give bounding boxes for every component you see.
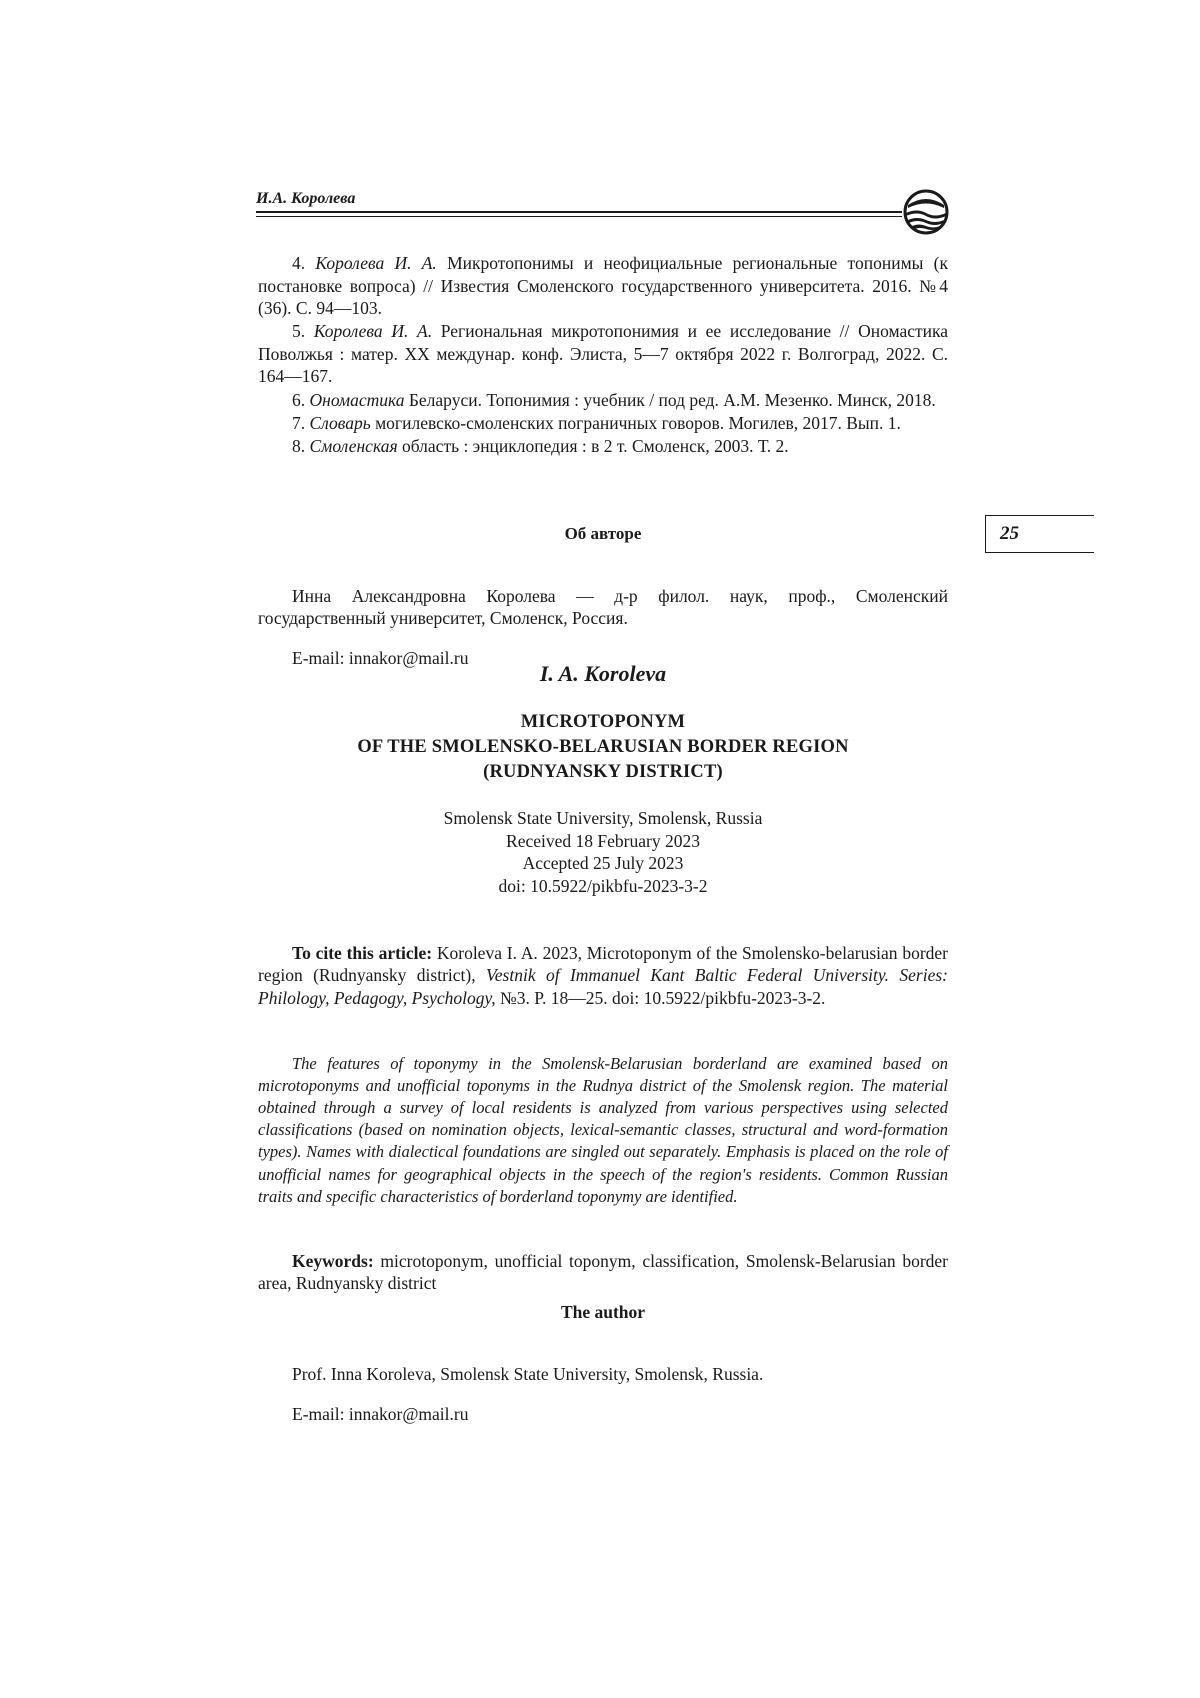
received-date: Received 18 February 2023 [506, 830, 700, 851]
doi: doi: 10.5922/pikbfu-2023-3-2 [498, 875, 708, 896]
keywords-text: microtoponym, unofficial toponym, classification, Smolensk-Belarusian border area, Rudnyansky district [258, 1250, 948, 1294]
cite-pages: №3. P. 18—25. doi: 10.5922/pikbfu-2023-3-2. [500, 987, 826, 1008]
accepted-date: Accepted 25 July 2023 [522, 853, 684, 873]
the-author-text: Prof. Inna Koroleva, Smolensk State University, Smolensk, Russia. [292, 1363, 764, 1384]
header-rule-thick [256, 211, 902, 213]
abstract-text: The features of toponymy in the Smolensk-Belarusian borderland are examined based on microtoponyms and unofficial toponyms in the Rudnya district of the Smolensk region. The material obtained through a survey of local residents is analyzed from various perspectives using selected classifications (based on nomination objects, lexical-semantic classes, structural and word-formation types). Names with dialectical foundations are singled out separately. Emphasis is placed on the role of unofficial names for geographical objects in the speech of the region's residents. Common Russian traits and specific characteristics of borderland toponymy are identified. [258, 1053, 948, 1206]
page-number-box [985, 515, 1094, 553]
header-rule-thin [256, 216, 902, 217]
about-author-text: Инна Александровна Королева — д-р филол. наук, проф., Смоленский государственный университет, Смоленск, Россия. [258, 585, 948, 629]
reference-item: 5. Королева И. А. Региональная микротопонимия и ее исследование // Ономастика Поволжья : матер. XX междунар. конф. Элиста, 5—7 октября 2022 г. Волгоград, 2022. С. 164—167. [258, 321, 948, 387]
abstract [258, 1036, 948, 1224]
citation-block [258, 924, 948, 1027]
reference-item: 8. Смоленская область : энциклопедия : в 2 т. Смоленск, 2003. Т. 2. [292, 435, 789, 456]
page-number: 25 [1000, 523, 1019, 544]
title-line: (RUDNYANSKY DISTRICT) [483, 762, 723, 782]
reference-item: 6. Ономастика Беларуси. Топонимия : учебник / под ред. А.М. Мезенко. Минск, 2018. [292, 389, 936, 410]
title-line: OF THE SMOLENSKO-BELARUSIAN BORDER REGION [357, 737, 849, 757]
cite-text: Koroleva I. A. 2023, Microtoponym of the Smolensko-belarusian border region (Rudnyansky district), [258, 942, 949, 986]
affiliation: Smolensk State University, Smolensk, Russia [443, 808, 763, 828]
about-author-heading: Об авторе [564, 524, 642, 543]
the-author-section [258, 1345, 948, 1443]
the-author-email: E-mail: innakor@mail.ru [292, 1403, 469, 1424]
reference-item: 4. Королева И. А. Микротопонимы и неофициальные региональные топонимы (к постановке вопроса) // Известия Смоленского государственного университета. 2016. №4 (36). С. 94—103. [258, 253, 948, 319]
about-author-email: E-mail: innakor@mail.ru [292, 648, 469, 669]
journal-logo-icon [903, 189, 949, 235]
english-author-name: I. A. Koroleva [539, 661, 667, 686]
cite-label: To cite this article: [292, 942, 433, 963]
title-line: MICROTOPONYM [520, 712, 686, 732]
reference-item: 7. Словарь могилевско-смоленских пограничных говоров. Могилев, 2017. Вып. 1. [292, 412, 901, 433]
keywords-block [258, 1232, 948, 1312]
article-metadata [258, 807, 948, 897]
references-list [258, 252, 948, 458]
the-author-heading: The author [560, 1302, 646, 1322]
running-head-author: И.А. Королева [256, 190, 356, 207]
english-article-title [258, 710, 948, 785]
cite-journal: Vestnik of Immanuel Kant Baltic Federal University. Series: Philology, Pedagogy, Psychology, [258, 965, 949, 1008]
keywords-label: Keywords: [292, 1250, 374, 1271]
